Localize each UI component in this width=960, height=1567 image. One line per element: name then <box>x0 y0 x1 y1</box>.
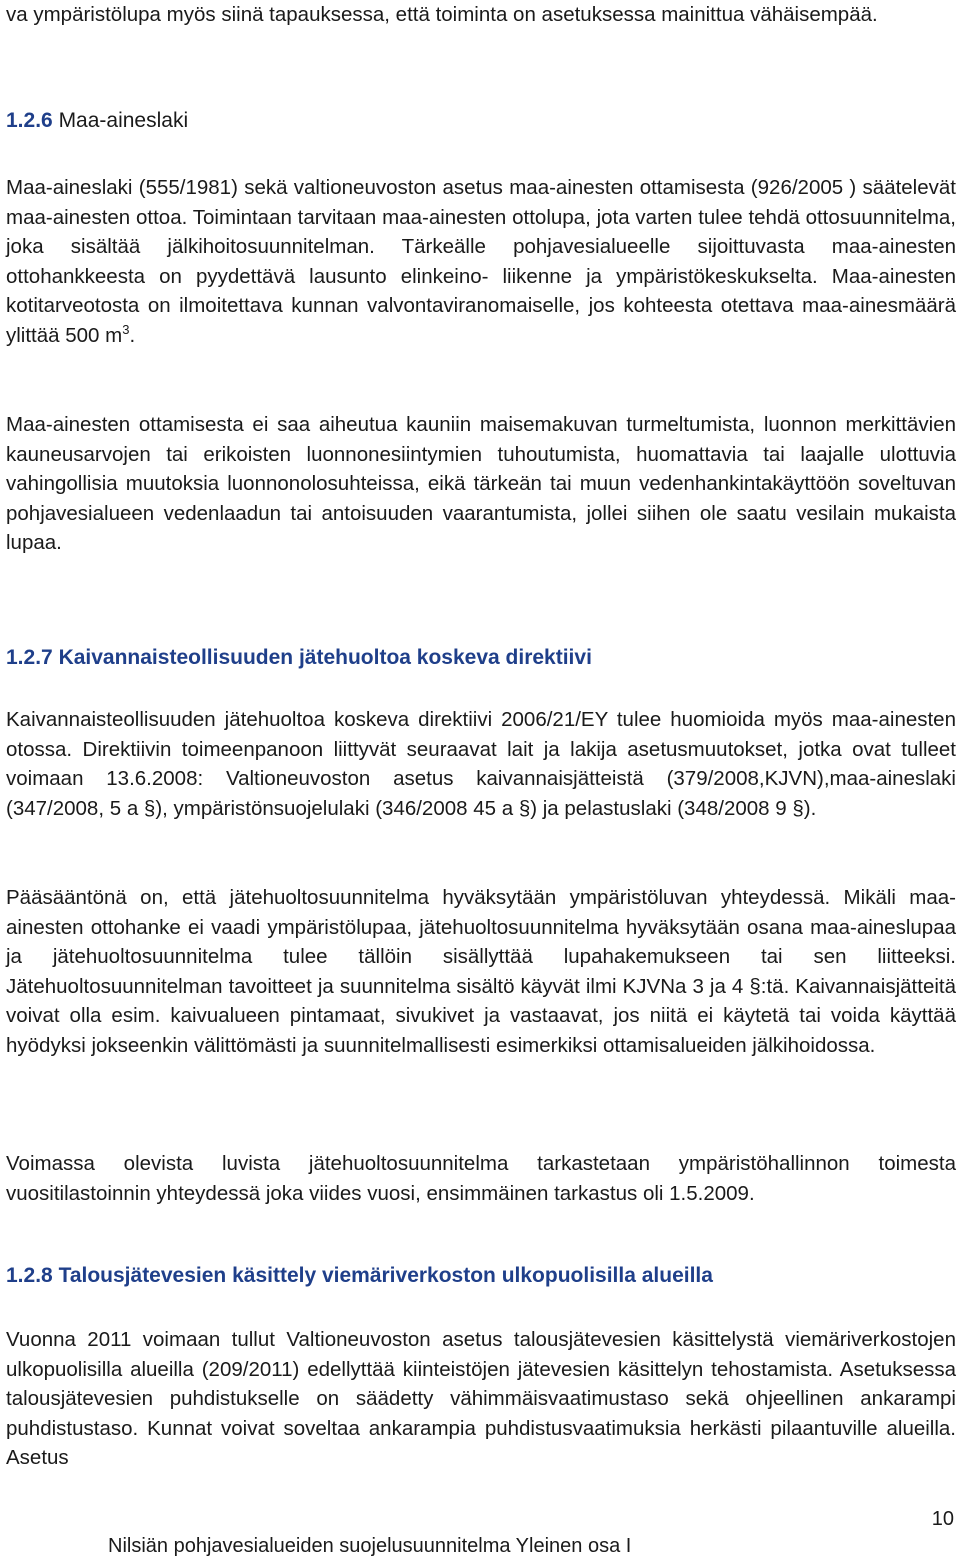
section-title: Kaivannaisteollisuuden jätehuoltoa koskeva direktiivi <box>58 646 592 669</box>
paragraph-jatevedet: Vuonna 2011 voimaan tullut Valtioneuvoston asetus talousjätevesien käsittelystä viemäriverkostojen ulkopuolisilla alueilla (209/2011) edellyttää kiinteistöjen jätevesien käsittelyn tehostamista. Asetuksessa talousjätevesien puhdistukselle on säädetty vähimmäisvaatimustaso sekä ohjeellinen ankarampi puhdistustaso. Kunnat voivat soveltaa ankarampia puhdistusvaatimuksia herkästi pilaantuville alueilla. Asetus <box>6 1328 956 1470</box>
paragraph-text: Maa-aineslaki (555/1981) sekä valtioneuvoston asetus maa-ainesten ottamisesta (926/2005 ) säätelevät maa-ainesten ottoa. Toimintaan tarvitaan maa-ainesten ottolupa, jota varten tulee tehdä ottosuunnitelma, joka sisältää jälkihoitosuunnitelman. Tärkeälle pohjavesialueelle sijoittuvasta maa-ainesten ottohankkeesta on pyydettävä lausunto elinkeino- liikenne ja ympäristökeskukselta. Maa-ainesten kotitarveotosta on ilmoitettava kunnan valvontaviranomaiselle, jos kohteesta otettava maa-ainesmäärä ylittää 500 m <box>6 176 956 347</box>
page-number: 10 <box>931 1508 954 1530</box>
paragraph-end: . <box>129 323 136 347</box>
section-number: 1.2.8 <box>6 1264 53 1287</box>
section-heading-1-2-7 <box>6 643 592 673</box>
paragraph-direktiivi: Kaivannaisteollisuuden jätehuoltoa koskeva direktiivi 2006/21/EY tulee huomioida myös maa-ainesten otossa. Direktiivin toimeenpanoon liittyvät seuraavat lait ja lakija asetusmuutokset, jotka ovat tulleet voimaan 13.6.2008: Valtioneuvoston asetus kaivannaisjätteistä (379/2008,KJVN),maa-aineslaki (347/2008, 5 a §), ympäristönsuojelulaki (346/2008 45 a §) ja pelastuslaki (348/2008 9 §). <box>6 708 956 820</box>
section-heading-1-2-6 <box>6 106 188 136</box>
paragraph-voimassa: Voimassa olevista luvista jätehuoltosuunnitelma tarkastetaan ympäristöhallinnon toimesta vuositilastoinnin yhteydessä joka viides vuosi, ensimmäinen tarkastus oli 1.5.2009. <box>6 1152 956 1205</box>
paragraph-ottamisesta: Maa-ainesten ottamisesta ei saa aiheutua kauniin maisemakuvan turmeltumista, luonnon merkittävien kauneusarvojen tai erikoisten luonnonesiintymien tuhoutumista, huomattavia tai laajalle ulottuvia vahingollisia muutoksia luonnonolosuhteissa, eikä tärkeän tai muun vedenhankintakäyttöön soveltuvan pohjavesialueen vedenlaadun tai antoisuuden vaarantumista, jollei siihen ole saatu vesilain mukaista lupaa. <box>6 413 956 555</box>
section-heading-1-2-8 <box>6 1261 713 1291</box>
section-number: 1.2.6 <box>6 109 53 132</box>
paragraph-env-permit-continued: va ympäristölupa myös siinä tapauksessa, että toiminta on asetuksessa mainittua vähäisempää. <box>6 3 878 26</box>
superscript: 3 <box>122 322 130 338</box>
paragraph-paasaanto: Pääsääntönä on, että jätehuoltosuunnitelma hyväksytään ympäristöluvan yhteydessä. Mikäli maa-ainesten ottohanke ei vaadi ympäristölupaa, jätehuoltosuunnitelma hyväksytään osana maa-aineslupaa ja jätehuoltosuunnitelma tulee tällöin sisällyttää lupahakemukseen tai sen liitteeksi. Jätehuoltosuunnitelman tavoitteet ja suunnitelma sisältö käyvät ilmi KJVNa 3 ja 4 §:tä. Kaivannaisjätteitä voivat olla esim. kaivualueen pintamaat, sivukivet ja vastaavat, jos niitä ei käytetä tai voida käyttää hyödyksi jokseenkin välittömästi ja suunnitelmallisesti esimerkiksi ottamisalueiden jälkihoidossa. <box>6 886 956 1057</box>
section-number: 1.2.7 <box>6 646 53 669</box>
section-title: Talousjätevesien käsittely viemäriverkoston ulkopuolisilla alueilla <box>58 1264 713 1287</box>
section-title: Maa-aineslaki <box>58 109 189 132</box>
footer-title: Nilsiän pohjavesialueiden suojelusuunnitelma Yleinen osa I <box>108 1535 632 1557</box>
paragraph-maa-aineslaki <box>6 173 956 351</box>
